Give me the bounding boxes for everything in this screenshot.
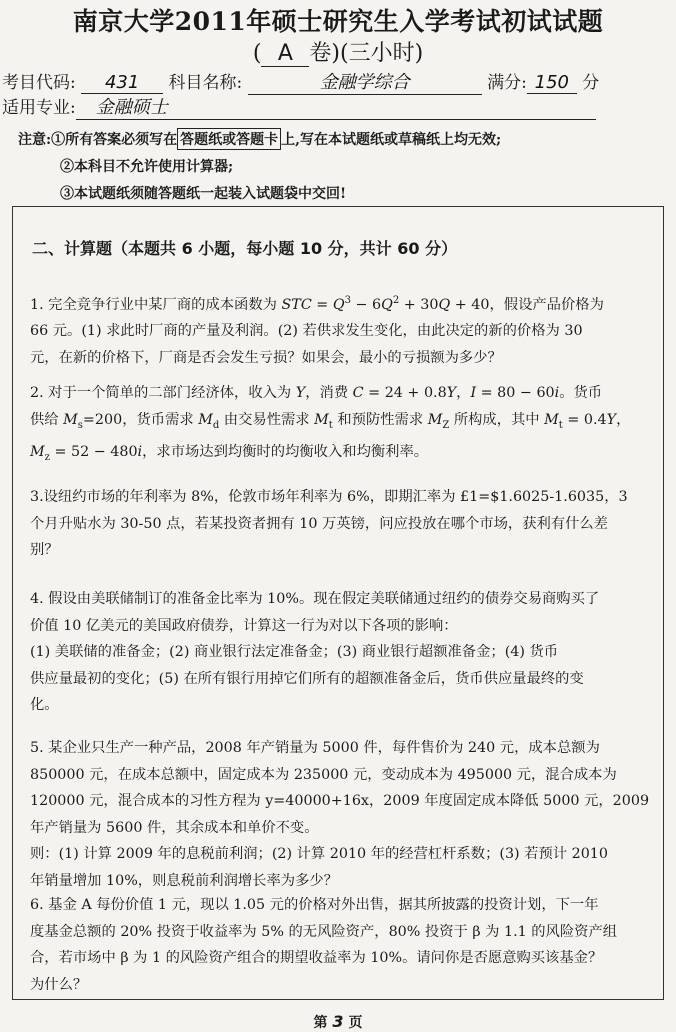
question-line: 6. 基金 A 每份价值 1 元，现以 1.05 元的价格对外出售，据其所披露的投资计划，下一年	[30, 897, 599, 913]
question-line: $M_z = 52 - 480i$，求市场达到均衡时的均衡收入和均衡利率。	[30, 443, 429, 463]
question-line: 价值 10 亿美元的美国政府债券，计算这一行为对以下各项的影响：	[30, 617, 458, 634]
question-line: 个月升贴水为 30-50 点，若某投资者拥有 10 万英镑，问应投放在哪个市场，获利有什么差	[30, 515, 608, 532]
note-3: ③本试题纸须随答题纸一起装入试题袋中交回!	[60, 186, 347, 202]
note-1-boxed: 答题纸或答题卡	[177, 128, 281, 150]
question-line: 66 元。(1) 求此时厂商的产量及利润。(2) 若供求发生变化，由此决定的新的价格为 30	[30, 323, 583, 340]
paper-letter: A	[261, 41, 309, 67]
question-line: 为什么？	[30, 976, 88, 993]
question-line: 化。	[30, 697, 59, 713]
question-line: 别？	[30, 542, 59, 558]
note-2: ②本科目不允许使用计算器;	[60, 159, 234, 175]
question-2	[30, 380, 660, 471]
section-title: 二、计算题（本题共 6 小题，每小题 10 分，共计 60 分）	[32, 239, 458, 258]
question-line: 度基金总额的 20% 投资于收益率为 5% 的无风险资产，80% 投资于 β 为 1.1 的风险资产组	[30, 923, 618, 940]
code-label: 考目代码:	[2, 73, 76, 93]
question-line: 4. 假设由美联储制订的准备金比率为 10%。现在假定美联储通过纽约的债券交易商购买了	[30, 591, 600, 607]
question-line: 1. 完全竞争行业中某厂商的成本函数为 STC = $Q^3 - 6Q^2 + 30Q + 40$，假设产品价格为	[30, 295, 604, 313]
question-6	[30, 892, 660, 998]
page-suffix: 页	[348, 1015, 363, 1031]
question-line: 合，若市场中 β 为 1 的风险资产组合的期望收益率为 10%。请问你是否愿意购买该基金？	[30, 950, 603, 966]
question-line: 850000 元，在成本总额中，固定成本为 235000 元，变动成本为 495000 元，混合成本为	[30, 766, 617, 783]
code-value: 431	[81, 72, 163, 94]
question-line: 供应量最初的变化；(5) 在所有银行用掉它们所有的超额准备金后，货币供应量最终的变	[30, 670, 584, 687]
question-line: 年销量增加 10%，则息税前利润增长率为多少？	[30, 872, 338, 889]
paper-prefix: (	[252, 41, 262, 66]
question-line: 则：(1) 计算 2009 年的息税前利润；(2) 计算 2010 年的经营杠杆系数；(3) 若预计 2010	[30, 846, 608, 862]
question-line: 年产销量为 5600 件，其余成本和单价不变。	[30, 819, 319, 836]
question-1	[30, 288, 660, 371]
major-row	[2, 93, 596, 120]
major-value: 金融硕士	[76, 93, 596, 120]
question-line: 元，在新的价格下，厂商是否会发生亏损？如果会，最小的亏损额为多少？	[30, 349, 502, 366]
paper-info	[0, 36, 676, 67]
page-prefix: 第	[313, 1015, 328, 1031]
score-unit: 分	[582, 73, 600, 93]
question-4	[30, 586, 660, 719]
question-line: 3.设纽约市场的年利率为 8%，伦敦市场年利率为 6%，即期汇率为 £1=$1.6025-1.6035，3	[30, 489, 628, 505]
question-line: (1) 美联储的准备金；(2) 商业银行法定准备金；(3) 商业银行超额准备金；(4) 货币	[30, 644, 559, 660]
question-line: 供给 $M_s=200$，货币需求 $M_d$ 由交易性需求 $M_t$ 和预防性需求 $M_Z$ 所构成，其中 $M_t = 0.4Y$，	[30, 411, 631, 431]
score-value: 150	[527, 72, 577, 94]
major-label: 适用专业:	[2, 98, 76, 118]
paper-suffix: 卷)(三小时)	[309, 41, 424, 66]
question-line: 5. 某企业只生产一种产品，2008 年产销量为 5000 件，每件售价为 240 元，成本总额为	[30, 740, 600, 756]
note-1	[18, 128, 501, 150]
exam-title: 南京大学2011年硕士研究生入学考试初试试题	[72, 7, 604, 36]
score-label: 满分:	[487, 73, 527, 93]
page-value: 3	[332, 1012, 344, 1031]
question-3	[30, 484, 660, 564]
note-1-suffix: 上,写在本试题纸或草稿纸上均无效;	[281, 132, 502, 148]
question-line: 2. 对于一个简单的二部门经济体，收入为 Y，消费 C = 24 + 0.8Y，I = 80 − 60i。货币	[30, 385, 603, 401]
code-subject-row	[2, 68, 599, 95]
page-number	[0, 1012, 676, 1032]
question-5	[30, 735, 660, 894]
note-1-prefix: 注意:①所有答案必须写在	[18, 132, 178, 148]
subject-label: 科目名称:	[168, 73, 243, 93]
subject-value: 金融学综合	[248, 68, 482, 95]
question-line: 120000 元，混合成本的习性方程为 y=40000+16x，2009 年度固定成本降低 5000 元，2009	[30, 793, 650, 809]
